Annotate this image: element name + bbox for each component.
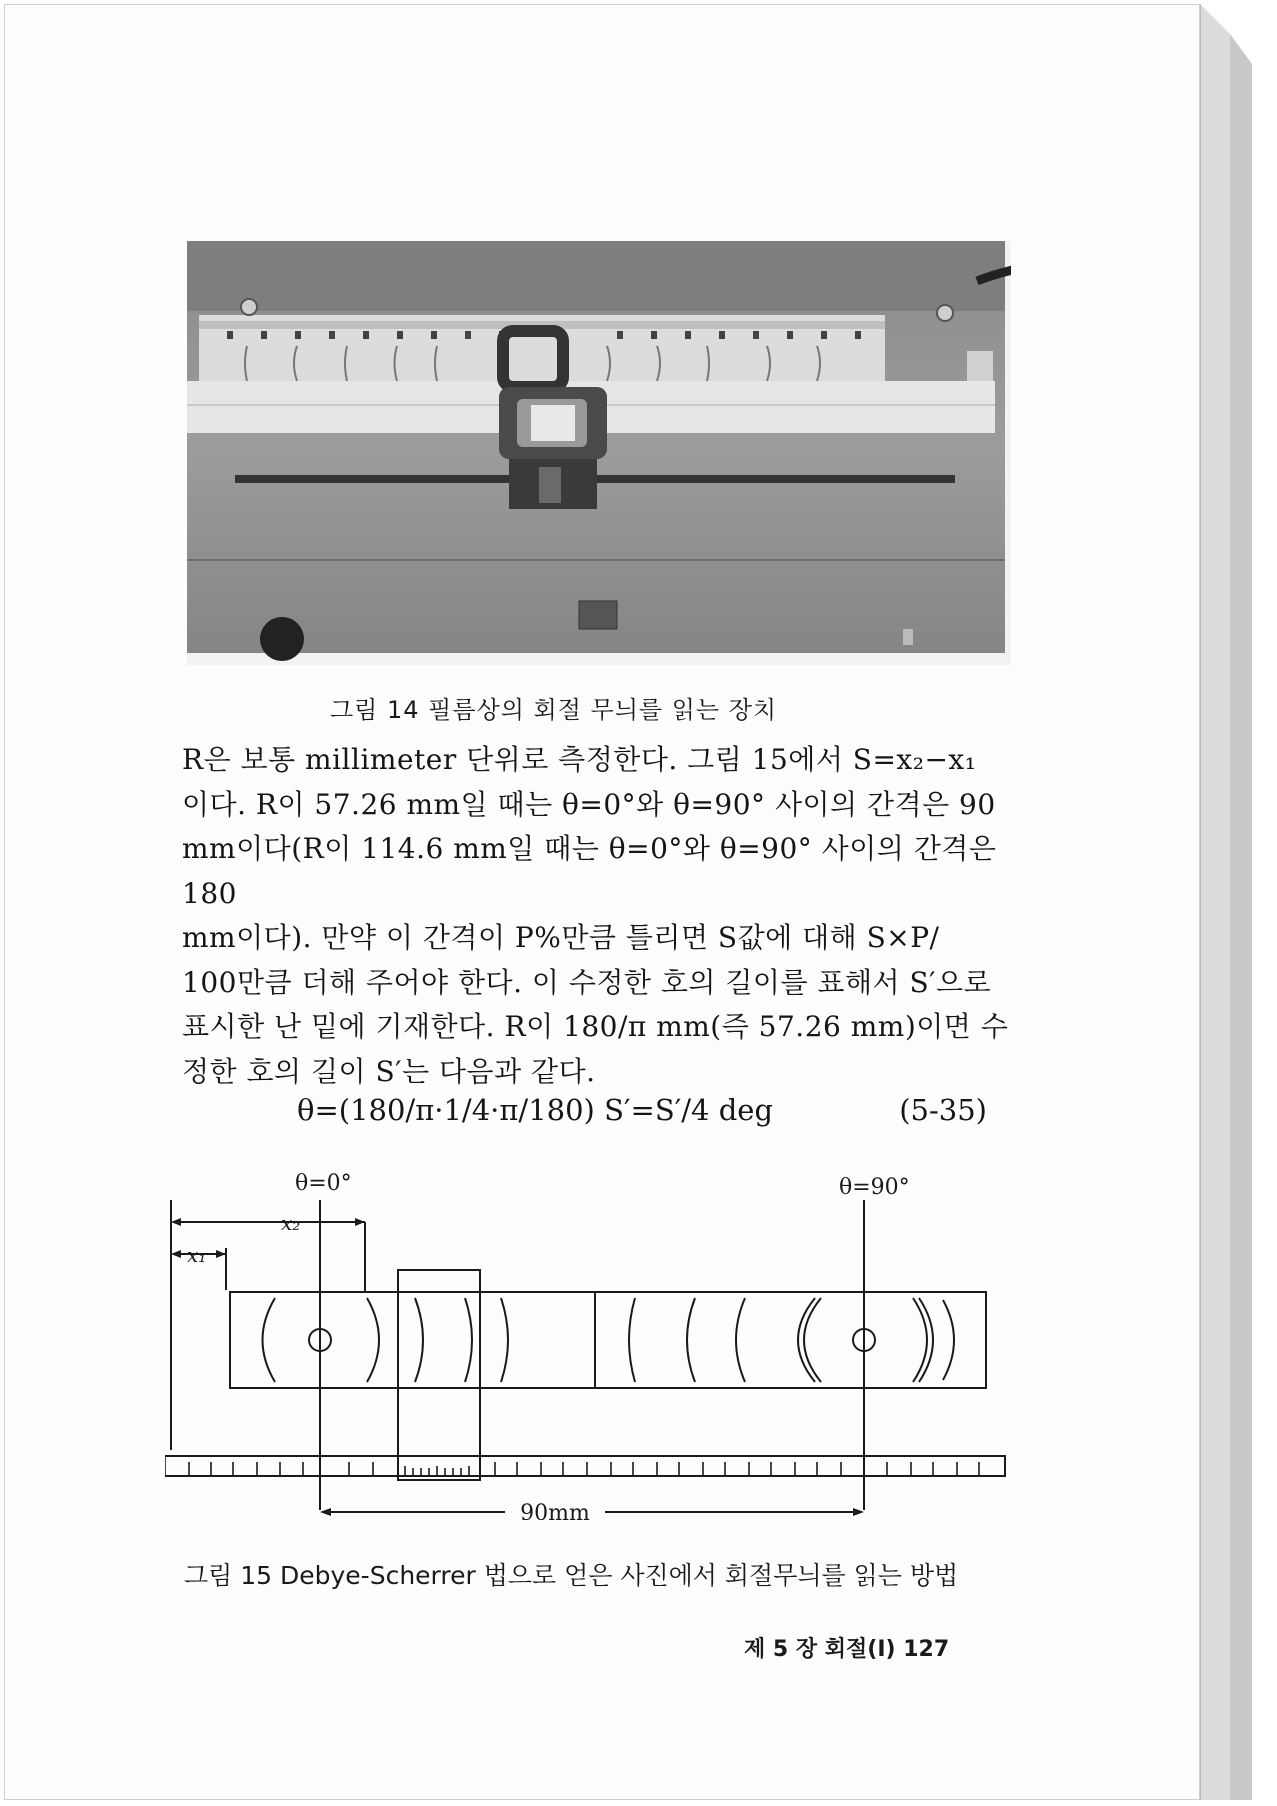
body-line: R은 보통 millimeter 단위로 측정한다. 그림 15에서 S=x₂−x₁ (182, 743, 977, 776)
body-line: 이다. R이 57.26 mm일 때는 θ=0°와 θ=90° 사이의 간격은 90 (182, 787, 996, 821)
equation-number: (5-35) (899, 1093, 987, 1127)
film-reader-photo (187, 241, 1011, 665)
equation-expression: θ=(180/π·1/4·π/180) S′=S′/4 deg (297, 1093, 774, 1127)
body-line: 100만큼 더해 주어야 한다. 이 수정한 호의 길이를 표해서 S′으로 (182, 965, 992, 999)
label-x1: x₁ (187, 1243, 207, 1267)
page-footer: 제 5 장 회절(I) 127 (744, 1637, 950, 1662)
debye-scherrer-diagram (165, 1160, 1035, 1520)
body-line: 정한 호의 길이 S′는 다음과 같다. (182, 1054, 596, 1088)
label-theta-0: θ=0° (295, 1171, 352, 1196)
label-x2: x₂ (281, 1211, 301, 1235)
film-strip (230, 1292, 986, 1388)
page-edge-shadow (1200, 4, 1252, 1800)
body-paragraph (182, 738, 1018, 1094)
body-line: 표시한 난 밑에 기재한다. R이 180/π mm(즉 57.26 mm)이면 수 (182, 1010, 1009, 1043)
figure-15-caption: 그림 15 Debye-Scherrer 법으로 얻은 사진에서 회절무늬를 읽는 방법 (184, 1561, 959, 1590)
figure-14-caption: 그림 14 필름상의 회절 무늬를 읽는 장치 (330, 696, 778, 724)
label-distance: 90mm (520, 1501, 590, 1520)
body-line: mm이다(R이 114.6 mm일 때는 θ=0°와 θ=90° 사이의 간격은 180 (182, 832, 997, 910)
label-theta-90: θ=90° (839, 1175, 910, 1200)
ruler (165, 1456, 1005, 1476)
body-line: mm이다). 만약 이 간격이 P%만큼 틀리면 S값에 대해 S×P/ (182, 921, 940, 954)
